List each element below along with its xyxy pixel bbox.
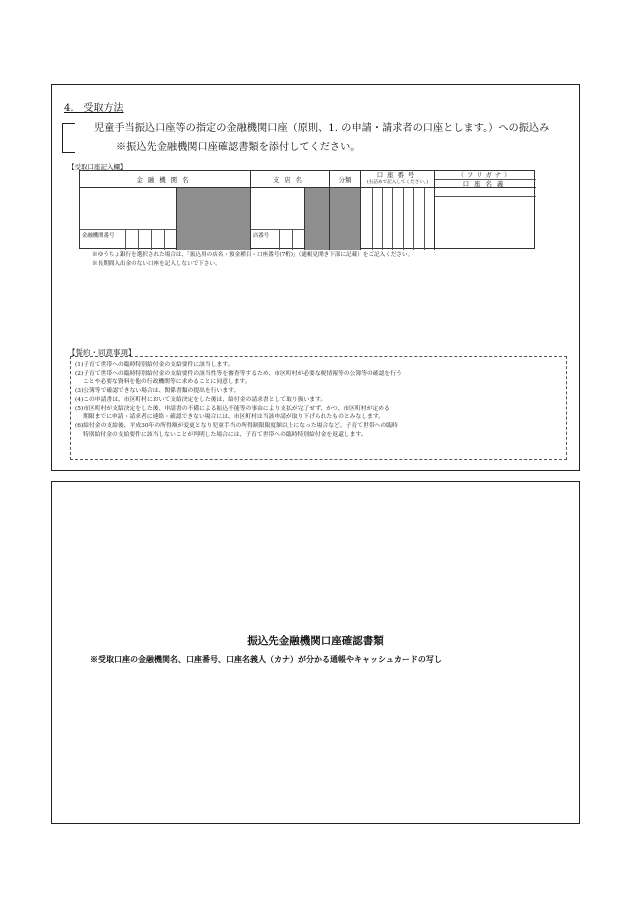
branch-header: 支店名 — [251, 171, 330, 188]
note-dormant: ※長期間入出金のない口座を記入しないで下さい。 — [92, 260, 221, 267]
digit-divider — [403, 188, 404, 250]
digit-divider — [413, 188, 414, 250]
divider — [292, 229, 293, 250]
bank-name-field[interactable] — [80, 188, 177, 250]
pledge-item: (5)市区町村が支給決定をした後、申請書の不備による振込不能等の事由により支払が完了せず、かつ、市区町村が定める — [75, 405, 390, 412]
pledge-list — [70, 356, 567, 460]
section-heading: 4. 受取方法 — [64, 103, 124, 114]
digit-divider — [372, 188, 373, 250]
bracket-line — [62, 123, 63, 153]
receipt-method-section — [51, 84, 580, 471]
account-number-title: 口座番号 — [376, 171, 419, 179]
method-description: 児童手当振込口座等の指定の金融機関口座（原則、1. の申請・請求者の口座とします。）への振込み — [94, 123, 550, 134]
divider — [80, 229, 177, 230]
account-number-note: (右詰めで記入してください。) — [366, 180, 428, 185]
branch-type-shaded — [305, 188, 330, 250]
attachment-title: 振込先金融機関口座確認書類 — [247, 635, 384, 647]
note-yucho: ※ゆうちょ銀行を選択された場合は、「振込用の店名・預金種目・口座番号(7桁)」（通帳見開き下部に記載）をご記入ください。 — [92, 252, 414, 258]
method-note: ※振込先金融機関口座確認書類を添付してください。 — [116, 142, 361, 153]
divider — [138, 229, 139, 250]
divider — [151, 229, 152, 250]
pledge-item: (6)給付金の支給後、平成30年の所得額が変更となり児童手当の所得制限限度額以上になった場合など、子育て世帯への臨時 — [75, 422, 398, 429]
pledge-item: (2)子育て世帯への臨時特別給付金の支給要件の該当性等を審査等するため、市区町村が必要な税情報等の公簿等の確認を行う — [75, 370, 402, 377]
pledge-item: (1)子育て世帯への臨時特別給付金の支給要件に該当します。 — [75, 362, 234, 368]
bracket-line — [62, 152, 75, 153]
pledge-item: (3)公簿等で確認できない場合は、関係書類の提出を行います。 — [75, 388, 240, 395]
category-header: 分類 — [330, 171, 361, 188]
pledge-item: 期限までに申請・請求者に連絡・確認できない場合には、市区町村は当該申請が取り下げられたものとみなします。 — [83, 414, 384, 421]
pledge-item: 特別給付金の支給要件に該当しないことが判明した場合には、子育て世帯への臨時特別給付金を返還します。 — [83, 431, 367, 438]
divider — [125, 229, 126, 250]
form-caption: 【受取口座記入欄】 — [68, 163, 127, 171]
digit-divider — [424, 188, 425, 250]
bank-code-label: 金融機関番号 — [82, 233, 115, 239]
digit-divider — [392, 188, 393, 250]
pledge-title: 【誓約・同意事項】 — [68, 348, 136, 357]
branch-name-field[interactable] — [251, 188, 305, 250]
divider — [251, 229, 305, 230]
account-number-header — [361, 171, 435, 188]
pledge-item: (4)この申請書は、市区町村において支給決定をした後は、給付金の請求書として取り扱います。 — [75, 396, 327, 403]
holder-header: 口座名義 — [435, 180, 536, 188]
account-entry-form — [79, 170, 535, 249]
bank-type-shaded — [177, 188, 251, 250]
category-field[interactable] — [330, 188, 361, 250]
bracket-line — [62, 123, 75, 124]
divider — [279, 229, 280, 250]
furigana-header: （フリガナ） — [435, 171, 536, 180]
divider — [164, 229, 165, 250]
holder-name-field[interactable] — [435, 197, 536, 250]
pledge-item: ことや必要な資料を他の行政機関等に求めることに同意します。 — [83, 379, 251, 386]
digit-divider — [382, 188, 383, 250]
form-notes — [92, 251, 413, 268]
attachment-description: ※受取口座の金融機関名、口座番号、口座名義人（カナ）が分かる通帳やキャッシュカードの写し — [90, 654, 442, 664]
holder-furigana-field[interactable] — [435, 188, 536, 197]
branch-code-label: 店番号 — [253, 233, 270, 239]
attachment-area — [51, 481, 580, 824]
bank-name-header: 金融機関名 — [80, 171, 251, 188]
